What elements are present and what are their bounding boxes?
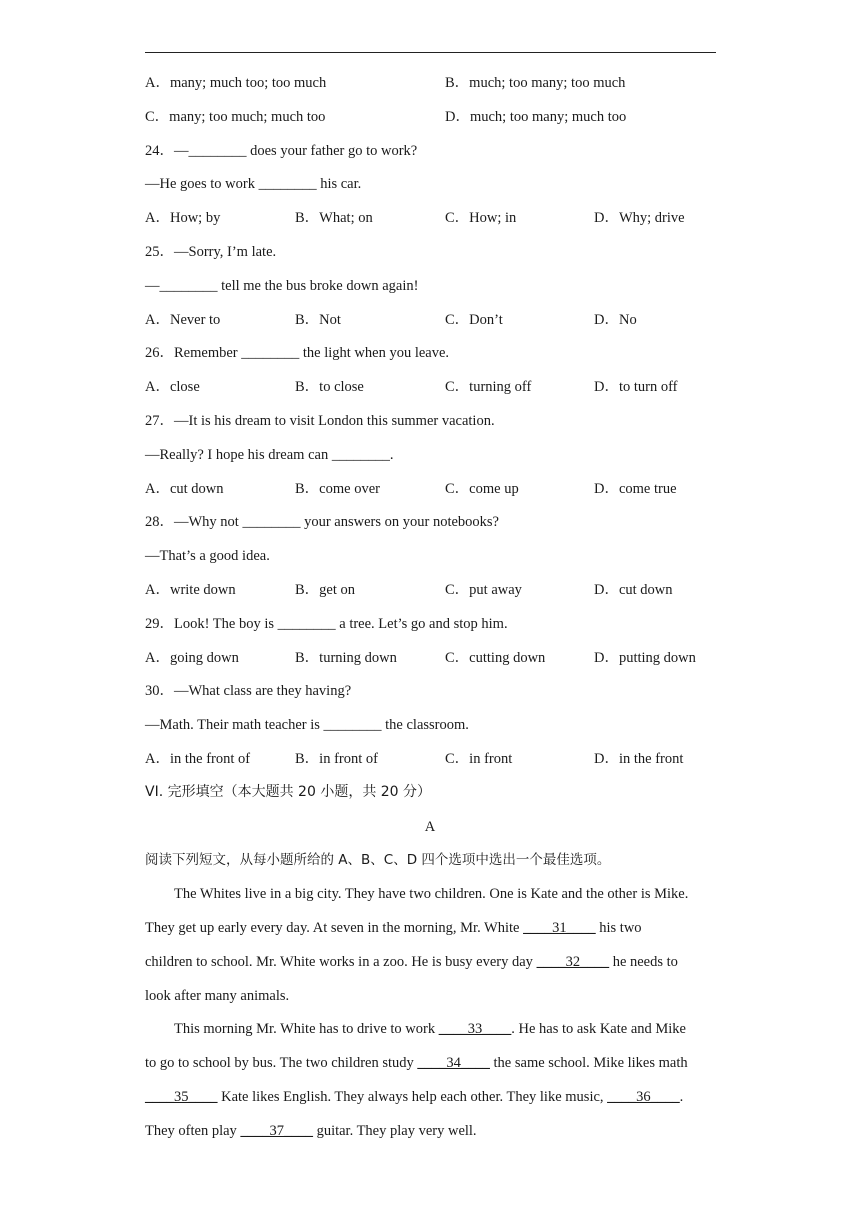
q23-option-a[interactable]: A．many; much too; too much: [145, 75, 327, 91]
q30-option-c[interactable]: C．in front: [445, 751, 513, 767]
q27-stem: 27．—It is his dream to visit London this summer vacation.: [145, 413, 495, 429]
blank-31[interactable]: ____31____: [523, 920, 596, 936]
q26-option-b[interactable]: B．to close: [295, 379, 364, 395]
q30-option-d[interactable]: D．in the front: [594, 751, 684, 767]
q24-line2: —He goes to work ________ his car.: [145, 176, 362, 192]
passage-line-6: to go to school by bus. The two children study ____34____ the same school. Mike likes math: [145, 1055, 688, 1071]
blank-33[interactable]: ____33____: [438, 1021, 512, 1037]
section-instruction: 阅读下列短文，从每小题所给的 A、B、C、D 四个选项中选出一个最佳选项。: [145, 852, 611, 868]
passage-line-8: They often play ____37____ guitar. They play very well.: [145, 1123, 477, 1139]
q29-options: [145, 648, 745, 668]
q30-option-a[interactable]: A．in the front of: [145, 751, 251, 767]
q26-option-d[interactable]: D．to turn off: [594, 379, 678, 395]
q27-option-a[interactable]: A．cut down: [145, 481, 224, 497]
q25-option-c[interactable]: C．Don’t: [445, 312, 503, 328]
blank-34[interactable]: ____34____: [417, 1055, 490, 1071]
passage-part-label: A: [424, 819, 436, 835]
q27-option-d[interactable]: D．come true: [594, 481, 677, 497]
q26-stem: 26．Remember ________ the light when you leave.: [145, 345, 450, 361]
q23-option-d[interactable]: D．much; too many; much too: [445, 109, 627, 125]
q25-stem: 25．—Sorry, I’m late.: [145, 244, 277, 260]
q27-option-c[interactable]: C．come up: [445, 481, 519, 497]
q23-options-row-1: [145, 73, 745, 93]
q25-options: [145, 310, 745, 330]
q23-option-c[interactable]: C．many; too much; much too: [145, 109, 326, 125]
q28-option-a[interactable]: A．write down: [145, 582, 236, 598]
passage-line-1: The Whites live in a big city. They have two children. One is Kate and the other is Mike.: [174, 886, 689, 902]
q24-options: [145, 208, 745, 228]
q29-option-d[interactable]: D．putting down: [594, 650, 696, 666]
q23-options-row-2: [145, 107, 745, 127]
q24-option-c[interactable]: C．How; in: [445, 210, 517, 226]
passage-line-3: children to school. Mr. White works in a zoo. He is busy every day ____32____ he needs to: [145, 954, 678, 970]
q30-stem: 30．—What class are they having?: [145, 683, 352, 699]
q28-options: [145, 580, 745, 600]
blank-36[interactable]: ____36____: [607, 1089, 680, 1105]
blank-35[interactable]: ____35____: [145, 1089, 218, 1105]
q29-option-a[interactable]: A．going down: [145, 650, 239, 666]
q24-option-b[interactable]: B．What; on: [295, 210, 373, 226]
passage-line-2: They get up early every day. At seven in the morning, Mr. White ____31____ his two: [145, 920, 642, 936]
q25-line2: —________ tell me the bus broke down again!: [145, 278, 419, 294]
q25-option-a[interactable]: A．Never to: [145, 312, 221, 328]
top-rule: [145, 52, 716, 53]
blank-32[interactable]: ____32____: [536, 954, 610, 970]
q28-option-d[interactable]: D．cut down: [594, 582, 673, 598]
blank-37[interactable]: ____37____: [240, 1123, 313, 1139]
q26-option-c[interactable]: C．turning off: [445, 379, 532, 395]
section-title: VI. 完形填空（本大题共 20 小题，共 20 分）: [145, 784, 432, 800]
q29-stem: 29．Look! The boy is ________ a tree. Let’s go and stop him.: [145, 616, 508, 632]
q26-option-a[interactable]: A．close: [145, 379, 200, 395]
q25-option-d[interactable]: D．No: [594, 312, 637, 328]
q27-option-b[interactable]: B．come over: [295, 481, 380, 497]
q29-option-b[interactable]: B．turning down: [295, 650, 397, 666]
q28-option-b[interactable]: B．get on: [295, 582, 356, 598]
q28-stem: 28．—Why not ________ your answers on your notebooks?: [145, 514, 499, 530]
q27-options: [145, 479, 745, 499]
q24-option-d[interactable]: D．Why; drive: [594, 210, 685, 226]
q23-option-b[interactable]: B．much; too many; too much: [445, 75, 626, 91]
q30-options: [145, 749, 745, 769]
q27-line2: —Really? I hope his dream can ________.: [145, 447, 394, 463]
q25-option-b[interactable]: B．Not: [295, 312, 341, 328]
q29-option-c[interactable]: C．cutting down: [445, 650, 546, 666]
q24-option-a[interactable]: A．How; by: [145, 210, 221, 226]
q24-stem: 24．—________ does your father go to work?: [145, 143, 418, 159]
q30-option-b[interactable]: B．in front of: [295, 751, 378, 767]
q28-line2: —That’s a good idea.: [145, 548, 270, 564]
passage-line-4: look after many animals.: [145, 988, 290, 1004]
q30-line2: —Math. Their math teacher is ________ the classroom.: [145, 717, 469, 733]
q26-options: [145, 377, 745, 397]
q28-option-c[interactable]: C．put away: [445, 582, 522, 598]
passage-line-7: ____35____ Kate likes English. They always help each other. They like music, ____36____.: [145, 1089, 684, 1105]
passage-line-5: This morning Mr. White has to drive to work ____33____. He has to ask Kate and Mike: [174, 1021, 686, 1037]
